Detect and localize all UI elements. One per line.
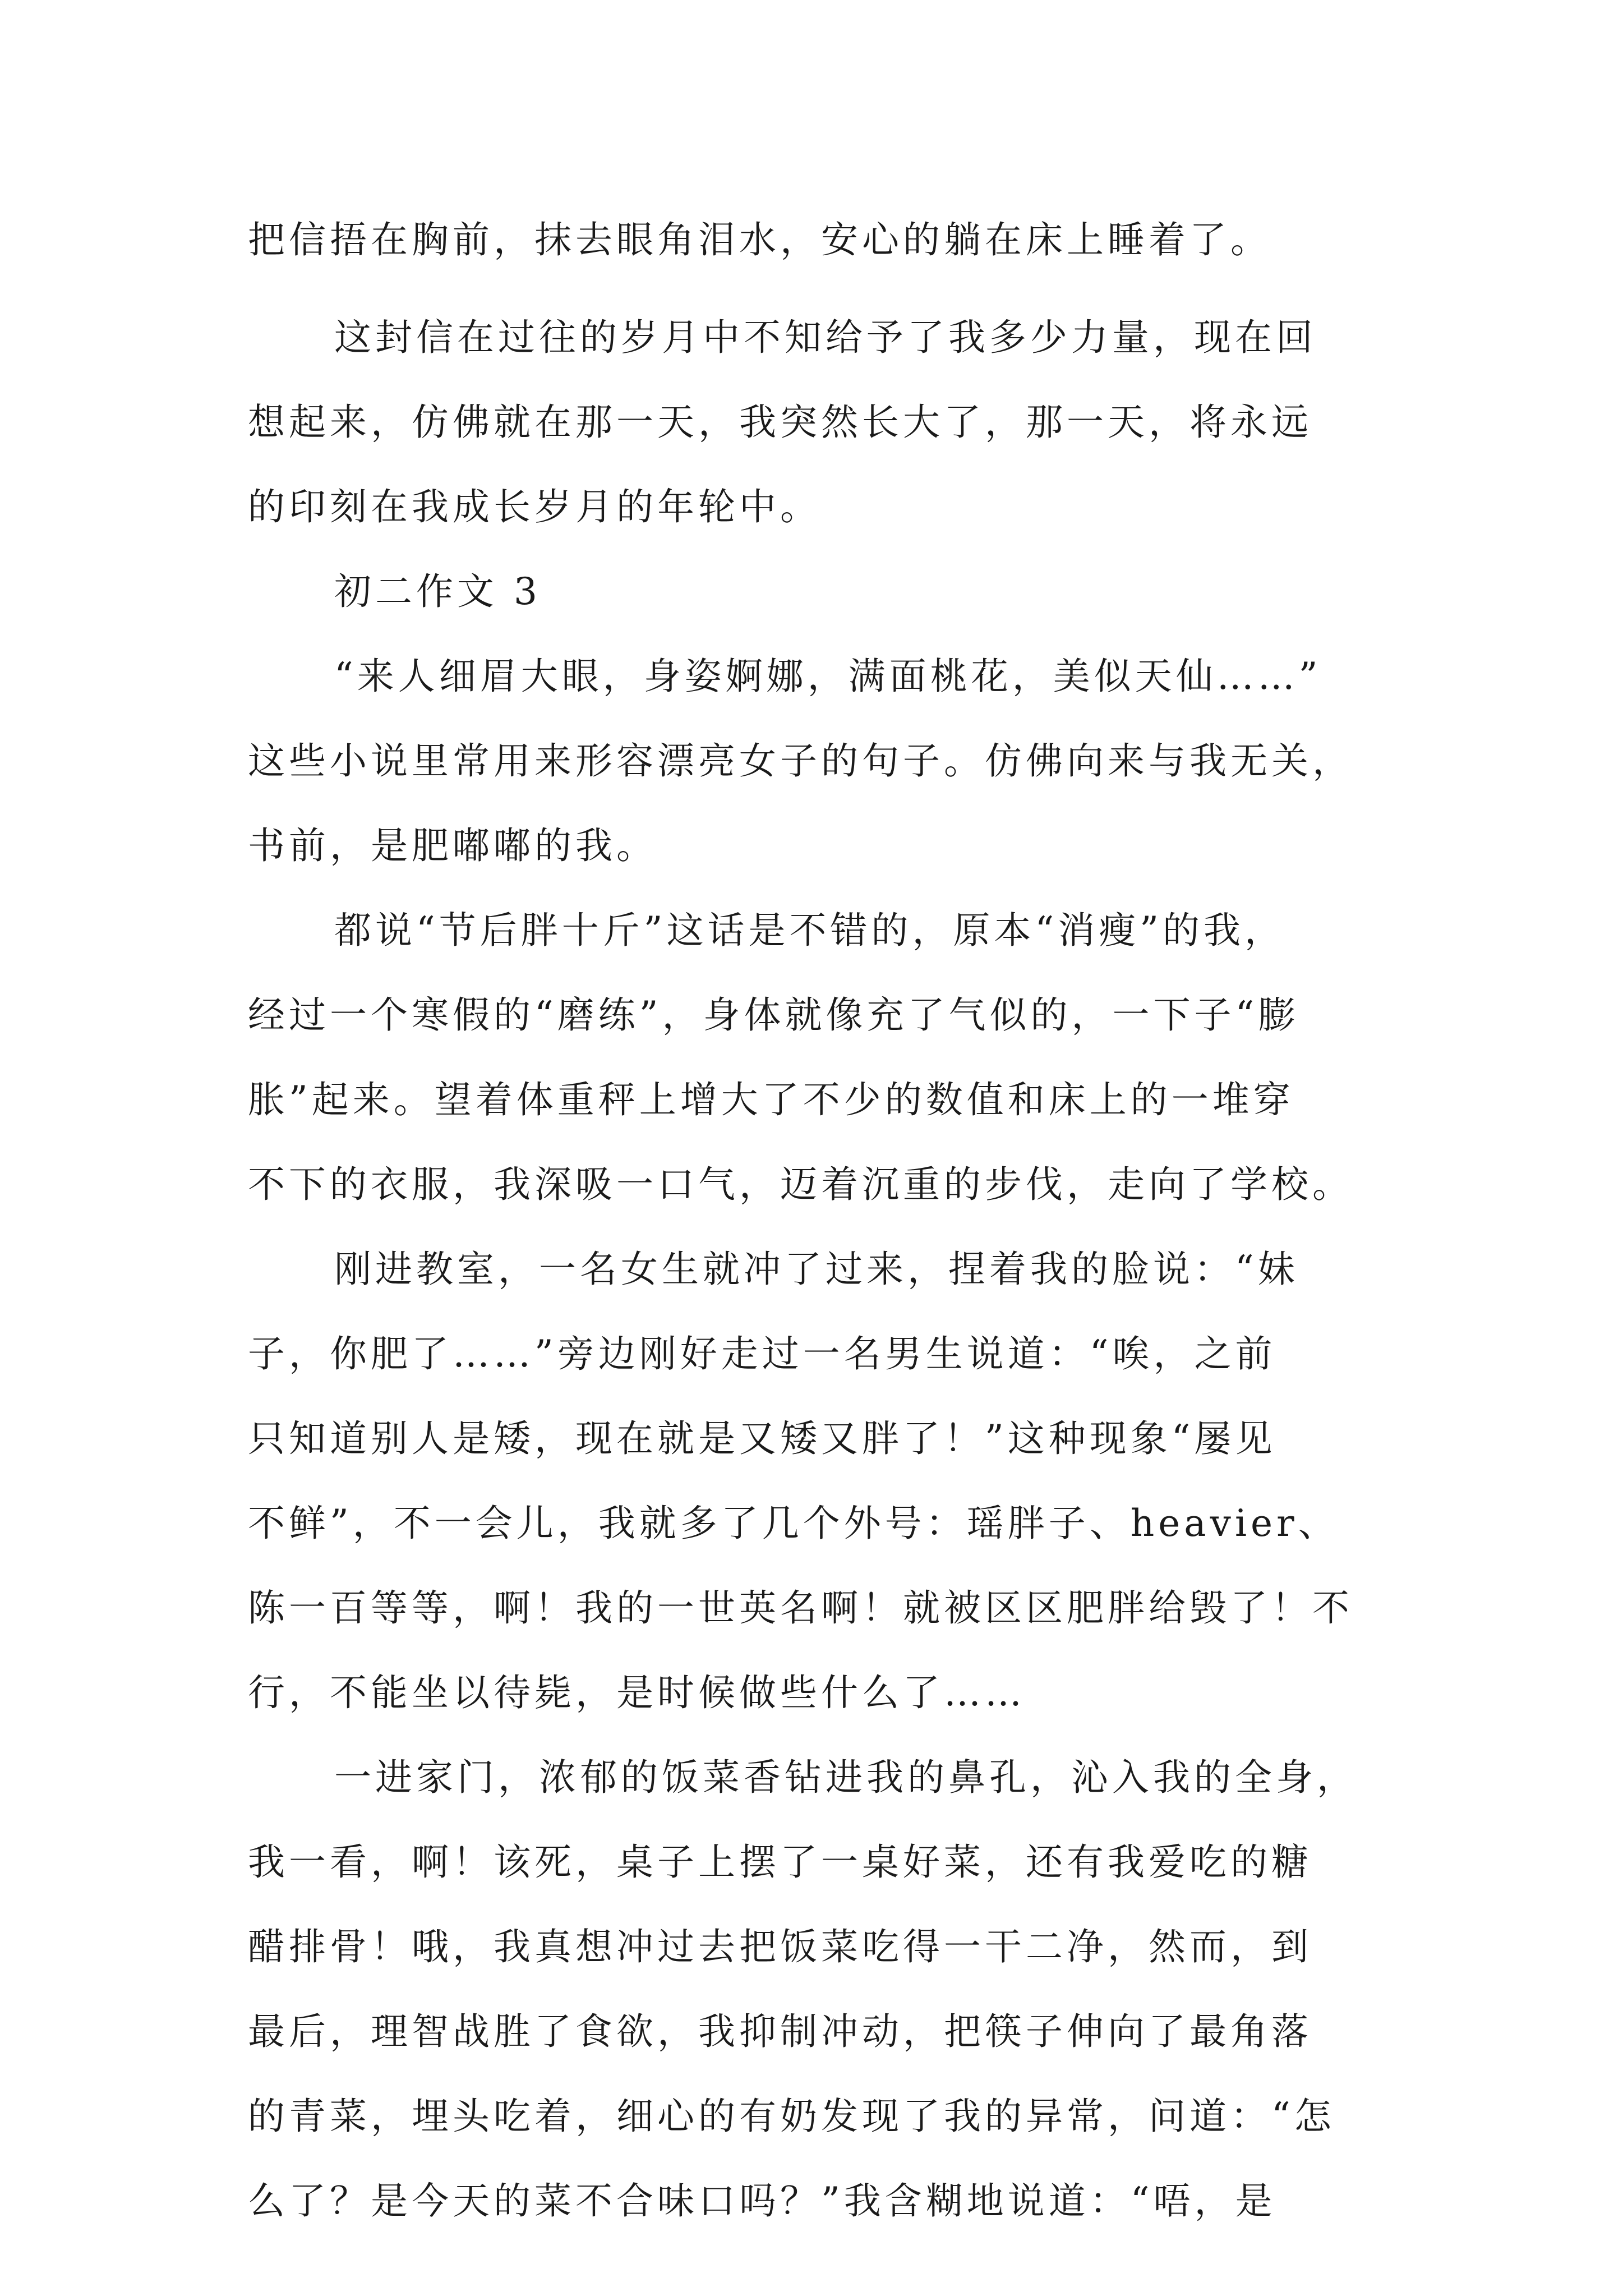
text-line: 都说“节后胖十斤”这话是不错的，原本“消瘦”的我，: [334, 909, 1285, 952]
text-line: 这些小说里常用来形容漂亮女子的句子。仿佛向来与我无关，: [248, 739, 1353, 783]
text-line: 一进家门，浓郁的饭菜香钻进我的鼻孔，沁入我的全身，: [334, 1756, 1358, 1799]
text-line: 只知道别人是矮，现在就是又矮又胖了！”这种现象“屡见: [248, 1417, 1276, 1460]
text-line: 书前，是肥嘟嘟的我。: [248, 824, 657, 867]
text-line: 不下的衣服，我深吸一口气，迈着沉重的步伐，走向了学校。: [248, 1163, 1353, 1206]
text-line: 把信捂在胸前，抹去眼角泪水，安心的躺在床上睡着了。: [248, 218, 1271, 261]
text-line: 行，不能坐以待毙，是时候做些什么了……: [248, 1671, 1026, 1714]
text-line: 最后，理智战胜了食欲，我抑制冲动，把筷子伸向了最角落: [248, 2010, 1312, 2053]
text-line: 刚进教室，一名女生就冲了过来，捏着我的脸说：“妹: [334, 1248, 1299, 1291]
text-line: 子，你肥了……”旁边刚好走过一名男生说道：“唉，之前: [248, 1332, 1276, 1375]
text-line: 我一看，啊！该死，桌子上摆了一桌好菜，还有我爱吃的糖: [248, 1841, 1312, 1884]
text-line: 胀”起来。望着体重秤上增大了不少的数值和床上的一堆穿: [248, 1078, 1294, 1121]
text-line: 不鲜”，不一会儿，我就多了几个外号：瑶胖子、heavier、: [248, 1502, 1339, 1545]
text-line: “来人细眉大眼，身姿婀娜，满面桃花，美似天仙……”: [334, 655, 1322, 698]
text-line: 的青菜，埋头吃着，细心的有奶发现了我的异常，问道：“怎: [248, 2095, 1335, 2138]
text-line: 想起来，仿佛就在那一天，我突然长大了，那一天，将永远: [248, 401, 1312, 444]
text-line: 经过一个寒假的“磨练”，身体就像充了气似的，一下子“膨: [248, 993, 1299, 1037]
text-line: 这封信在过往的岁月中不知给予了我多少力量，现在回: [334, 316, 1317, 359]
text-line: 么了？是今天的菜不合味口吗？”我含糊地说道：“唔，是: [248, 2179, 1276, 2223]
text-line: 陈一百等等，啊！我的一世英名啊！就被区区肥胖给毁了！不: [248, 1586, 1353, 1630]
section-heading: 初二作文 3: [334, 570, 541, 613]
text-line: 的印刻在我成长岁月的年轮中。: [248, 485, 821, 528]
text-line: 醋排骨！哦，我真想冲过去把饭菜吃得一干二净，然而，到: [248, 1925, 1312, 1968]
